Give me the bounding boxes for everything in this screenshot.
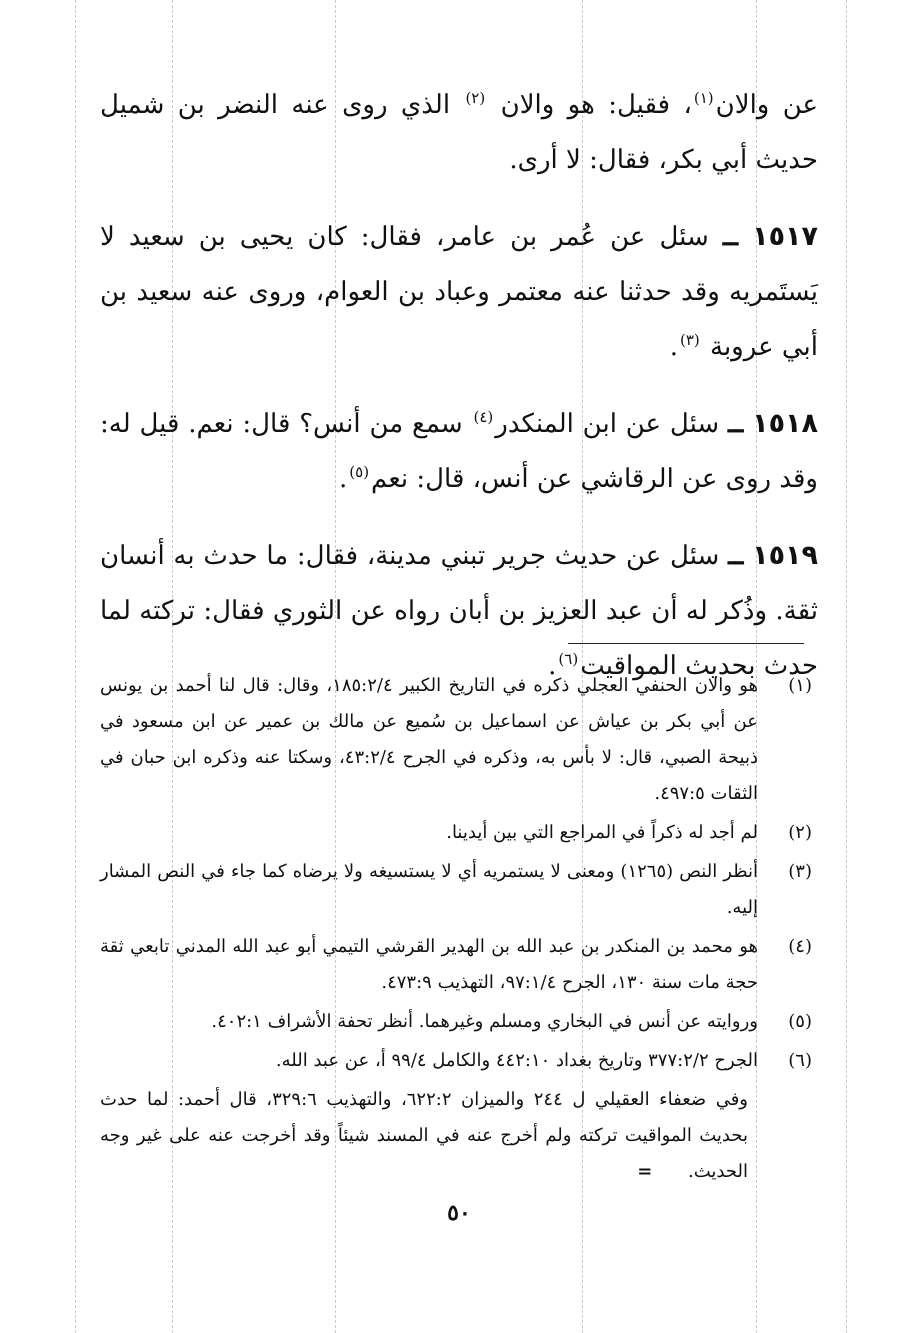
footnote-3 [100, 854, 812, 926]
paragraph-intro [100, 78, 818, 188]
entry-number: ١٥١٧ [752, 221, 819, 252]
footnote-separator [568, 643, 804, 644]
footnote-text: لم أجد له ذكراً في المراجع التي بين أيدينا. [446, 822, 758, 843]
entry-text: سئل عن ابن المنكدر [495, 409, 720, 439]
footnote-marker: (٣) [788, 861, 812, 882]
paragraph-text: ، فقيل: هو والان [500, 90, 692, 120]
footnote-text: أنظر النص (١٢٦٥) ومعنى لا يستمريه أي لا يستسيغه ولا يرضاه كما جاء في النص المشار إليه. [100, 861, 758, 918]
footnote-text: هو محمد بن المنكدر بن عبد الله بن الهدير القرشي التيمي أبو عبد الله المدني تابعي ثقة حجة مات سنة ١٣٠، الجرح ٩٧:١/٤، التهذيب ٤٧٣:٩. [100, 936, 758, 993]
footnote-ref: (٤) [473, 408, 494, 427]
footnote-marker: (٤) [788, 936, 812, 957]
footnote-5 [100, 1004, 812, 1040]
entry-end: . [669, 332, 678, 362]
entry-1517 [100, 209, 818, 375]
footnote-ref: (٦) [558, 650, 579, 669]
footnote-1 [100, 668, 812, 812]
page-number: ٥٠ [447, 1200, 471, 1226]
footnotes [100, 668, 812, 1190]
footnote-text: وروايته عن أنس في البخاري ومسلم وغيرهما. أنظر تحفة الأشراف ٤٠٢:١. [211, 1011, 758, 1032]
main-text [100, 78, 818, 694]
scan-guide-line [75, 0, 76, 1333]
scan-guide-line [846, 0, 847, 1333]
entry-1518 [100, 396, 818, 507]
entry-text: سئل عن عُمر بن عامر، فقال: كان يحيى بن سعيد لا يَستَمريه وقد حدثنا عنه معتمر وعباد بن العوام، وروى عنه سعيد بن أبي عروبة [100, 222, 818, 362]
paragraph-text: الذي روى عنه النضر بن شميل حديث أبي بكر، فقال: لا أرى. [100, 90, 818, 175]
footnote-ref: (٢) [465, 89, 486, 108]
footnote-ref: (١) [693, 89, 714, 108]
footnote-marker: (٥) [788, 1011, 812, 1032]
entry-end: . [548, 651, 557, 681]
footnote-text: وفي ضعفاء العقيلي ل ٢٤٤ والميزان ٦٢٢:٢، والتهذيب ٣٢٩:٦، قال أحمد: لما حدث بحديث المواقيت تركته ولم أخرج عنه في المسند شيئاً وقد أخرجت عنه على غير وجه الحديث. [100, 1089, 748, 1182]
entry-dash: ــ [728, 409, 744, 439]
footnote-marker: (١) [788, 675, 812, 696]
footnote-marker: (٢) [788, 822, 812, 843]
continuation-mark: = [637, 1161, 653, 1182]
footnote-6-continuation [100, 1082, 758, 1190]
entry-text: سئل عن حديث جرير تبني مدينة، فقال: ما حدث به أنسان ثقة. وذُكر له أن عبد العزيز بن أبان رواه عن الثوري فقال: تركته لما حدث بحديث المواقيت [100, 541, 818, 681]
footnote-2 [100, 815, 812, 851]
entry-text: سمع من أنس؟ قال: نعم. قيل له: وقد روى عن الرقاشي عن أنس، قال: نعم [100, 409, 818, 494]
footnote-marker: (٦) [788, 1050, 812, 1071]
footnote-6 [100, 1043, 812, 1079]
footnote-4 [100, 929, 812, 1001]
footnote-text: الجرح ٣٧٧:٢/٢ وتاريخ بغداد ٤٤٢:١٠ والكامل ٩٩/٤ أ، عن عبد الله. [275, 1050, 758, 1071]
entry-end: . [339, 464, 348, 494]
entry-number: ١٥١٨ [752, 408, 819, 439]
entry-dash: ــ [722, 222, 739, 252]
footnote-text: هو والان الحنفي العجلي ذكره في التاريخ الكبير ١٨٥:٢/٤، وقال: قال لنا أحمد بن يونس عن أبي بكر بن عياش عن اسماعيل بن سُميع عن مالك بن عمير عن ابن مسعود في ذبيحة الصبي، قال: لا بأس به، وذكره في الجرح ٤٣:٢/٤، وسكتا عنه وذكره ابن حبان في الثقات ٤٩٧:٥. [100, 675, 759, 804]
entry-number: ١٥١٩ [752, 540, 819, 571]
footnote-ref: (٥) [349, 463, 370, 482]
paragraph-text: عن والان [715, 90, 819, 120]
footnote-ref: (٣) [679, 331, 700, 350]
entry-dash: ــ [728, 541, 744, 571]
